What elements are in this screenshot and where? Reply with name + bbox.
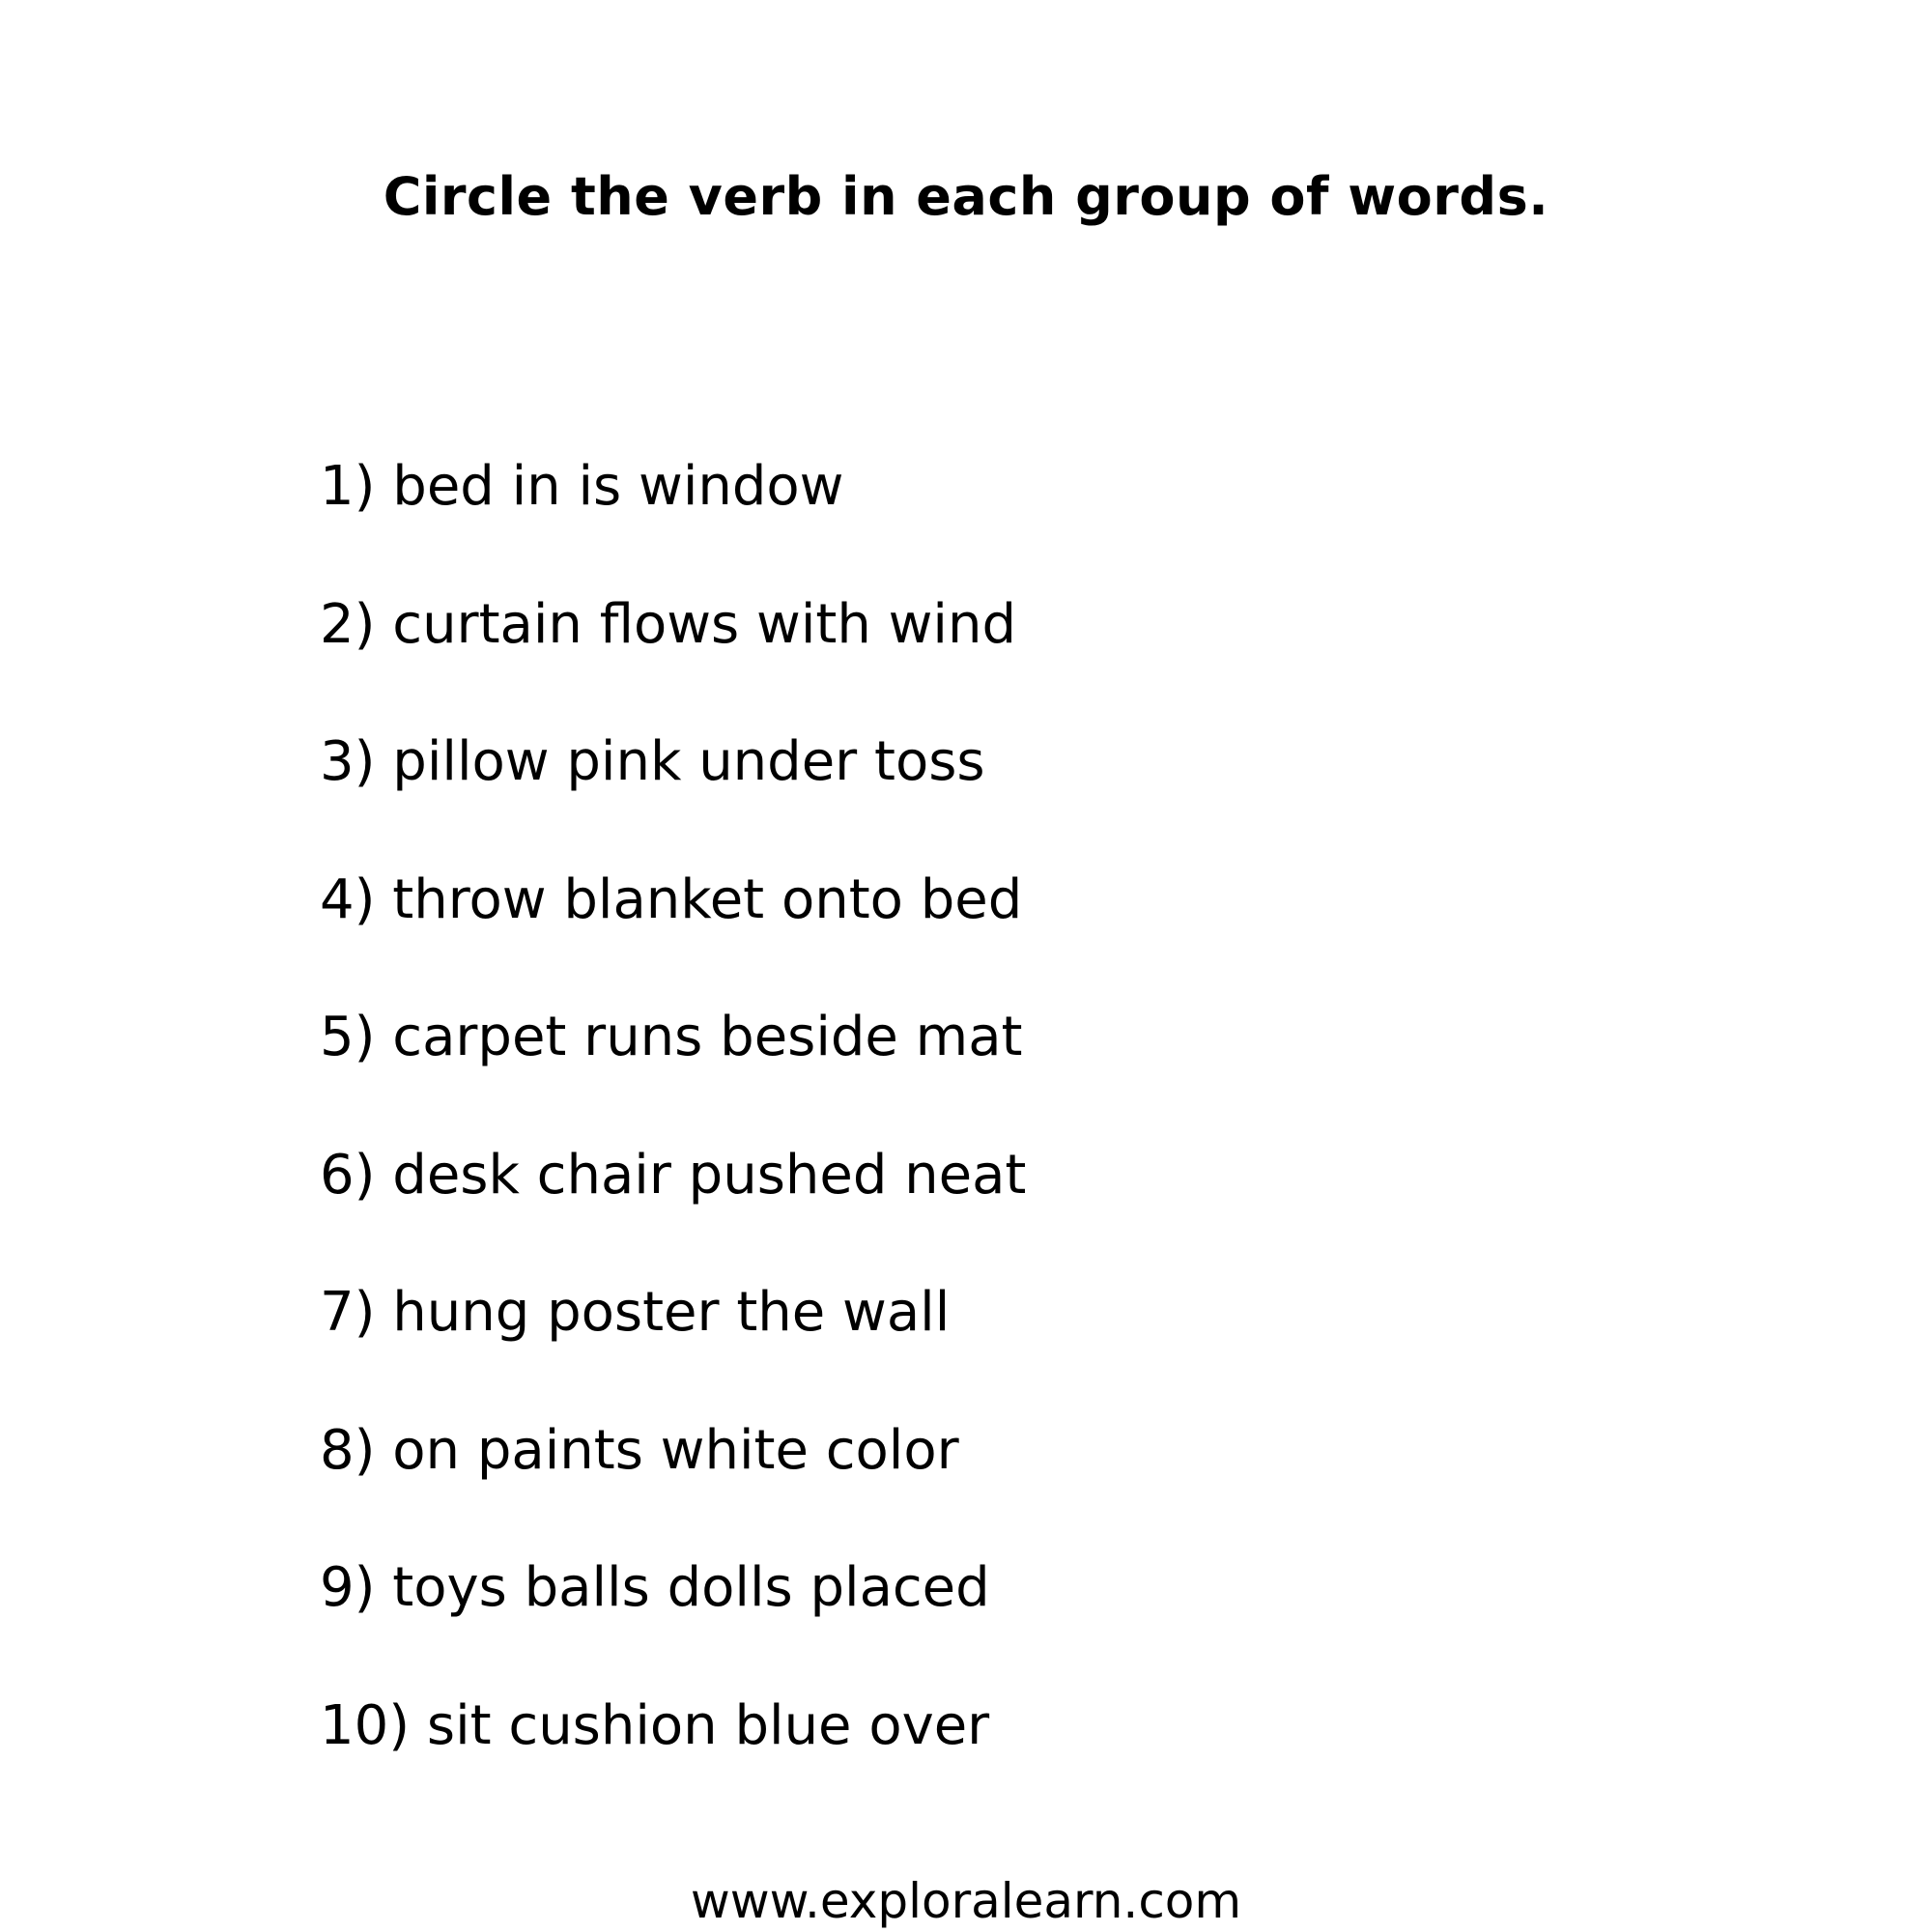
exercise-item-8: 8) on paints white color [320, 1418, 959, 1482]
exercise-item-9: 9) toys balls dolls placed [320, 1556, 990, 1619]
exercise-item-5: 5) carpet runs beside mat [320, 1006, 1023, 1068]
exercise-item-7: 7) hung poster the wall [320, 1281, 951, 1344]
worksheet-title: Circle the verb in each group of words. [383, 166, 1549, 227]
exercise-item-4: 4) throw blanket onto bed [320, 867, 1023, 931]
exercise-item-3: 3) pillow pink under toss [320, 730, 985, 793]
exercise-item-6: 6) desk chair pushed neat [320, 1143, 1027, 1207]
exercise-item-1: 1) bed in is window [320, 455, 844, 518]
exercise-item-10: 10) sit cushion blue over [320, 1693, 990, 1757]
exercise-item-2: 2) curtain flows with wind [320, 592, 1017, 656]
exercise-list [320, 448, 1026, 1825]
website-footer: www.exploralearn.com [690, 1873, 1242, 1929]
